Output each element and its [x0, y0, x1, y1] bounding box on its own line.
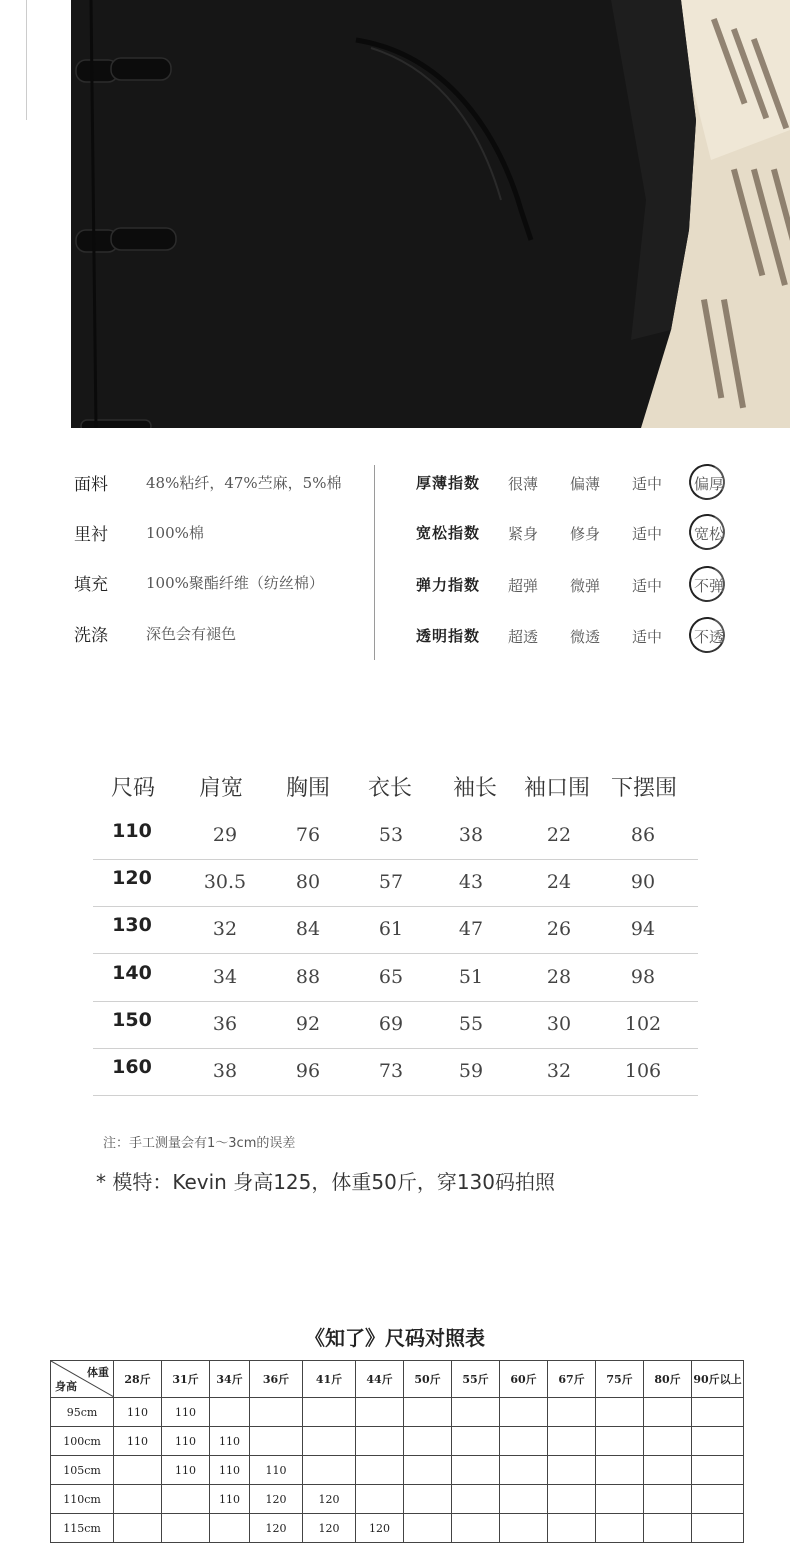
index-option: 紧身	[508, 525, 539, 543]
comparison-row	[51, 1398, 744, 1427]
size-cell	[356, 1398, 404, 1427]
size-cell: 120	[112, 867, 152, 889]
size-cell	[114, 1514, 162, 1543]
spec-value: 100%聚酯纤维（纺丝棉）	[146, 574, 324, 592]
size-cell: 102	[624, 1013, 662, 1035]
size-cell	[596, 1485, 644, 1514]
weight-header: 50斤	[404, 1361, 452, 1398]
size-cell: 150	[112, 1009, 152, 1031]
spec-label: 洗涤	[74, 626, 108, 646]
index-label: 弹力指数	[416, 576, 481, 594]
size-cell	[500, 1456, 548, 1485]
weight-header: 75斤	[596, 1361, 644, 1398]
size-cell	[500, 1514, 548, 1543]
index-label: 宽松指数	[416, 524, 481, 542]
size-header: 衣长	[367, 776, 413, 801]
size-cell: 43	[458, 871, 484, 893]
size-cell	[548, 1514, 596, 1543]
size-cell	[692, 1398, 744, 1427]
index-option: 微透	[570, 628, 601, 646]
size-cell: 106	[624, 1060, 662, 1082]
index-option: 超弹	[508, 577, 539, 595]
size-cell: 22	[546, 824, 572, 846]
size-header: 下摆围	[610, 776, 678, 801]
size-cell: 38	[458, 824, 484, 846]
size-cell	[404, 1456, 452, 1485]
size-cell	[548, 1398, 596, 1427]
comparison-corner-cell	[51, 1361, 114, 1398]
comparison-header-row	[51, 1361, 744, 1398]
size-cell	[452, 1456, 500, 1485]
size-cell: 80	[295, 871, 321, 893]
size-cell: 30.5	[203, 871, 247, 893]
size-cell	[404, 1398, 452, 1427]
product-photo	[71, 0, 790, 428]
size-cell: 130	[112, 914, 152, 936]
size-cell: 26	[546, 918, 572, 940]
size-row	[93, 953, 698, 1002]
size-cell: 84	[295, 918, 321, 940]
index-option: 适中	[632, 475, 663, 493]
size-cell: 47	[458, 918, 484, 940]
height-cell: 95cm	[51, 1398, 114, 1427]
comparison-row	[51, 1456, 744, 1485]
size-cell	[692, 1514, 744, 1543]
size-cell: 53	[378, 824, 404, 846]
size-cell: 59	[458, 1060, 484, 1082]
weight-header: 90斤以上	[692, 1361, 744, 1398]
weight-header: 36斤	[250, 1361, 303, 1398]
index-option: 偏薄	[570, 475, 601, 493]
index-option: 超透	[508, 628, 539, 646]
size-row	[93, 858, 698, 907]
index-option-selected: 不弹	[694, 577, 725, 595]
size-header: 肩宽	[198, 776, 244, 801]
index-option: 适中	[632, 628, 663, 646]
size-cell	[452, 1485, 500, 1514]
size-cell: 29	[212, 824, 238, 846]
comparison-row	[51, 1514, 744, 1543]
comparison-row	[51, 1485, 744, 1514]
size-cell: 96	[295, 1060, 321, 1082]
index-option: 适中	[632, 577, 663, 595]
product-photo-illustration	[71, 0, 790, 428]
size-cell: 110	[162, 1427, 210, 1456]
size-cell: 120	[250, 1514, 303, 1543]
size-cell: 76	[295, 824, 321, 846]
size-cell: 34	[212, 966, 238, 988]
spec-label: 面料	[74, 475, 108, 495]
size-cell	[114, 1456, 162, 1485]
size-cell: 32	[546, 1060, 572, 1082]
corner-height-label: 身高	[55, 1380, 77, 1393]
size-cell	[404, 1485, 452, 1514]
height-cell: 105cm	[51, 1456, 114, 1485]
spec-value: 48%粘纤，47%苎麻，5%棉	[146, 474, 342, 492]
size-cell: 24	[546, 871, 572, 893]
size-cell: 55	[458, 1013, 484, 1035]
weight-header: 55斤	[452, 1361, 500, 1398]
index-option-selected: 偏厚	[694, 475, 725, 493]
height-cell: 115cm	[51, 1514, 114, 1543]
size-cell: 110	[162, 1456, 210, 1485]
size-cell: 110	[210, 1427, 250, 1456]
comparison-table	[50, 1360, 744, 1543]
size-cell	[644, 1514, 692, 1543]
size-cell: 110	[210, 1485, 250, 1514]
size-cell	[596, 1456, 644, 1485]
size-cell: 65	[378, 966, 404, 988]
weight-header: 60斤	[500, 1361, 548, 1398]
index-label: 透明指数	[416, 627, 481, 645]
size-cell: 110	[210, 1456, 250, 1485]
size-cell: 32	[212, 918, 238, 940]
size-cell: 28	[546, 966, 572, 988]
size-cell	[548, 1456, 596, 1485]
size-cell	[500, 1398, 548, 1427]
size-row	[93, 811, 698, 860]
size-cell: 120	[303, 1485, 356, 1514]
size-cell	[250, 1398, 303, 1427]
size-cell: 61	[378, 918, 404, 940]
size-cell: 57	[378, 871, 404, 893]
spec-divider	[374, 465, 375, 660]
size-cell	[210, 1398, 250, 1427]
index-row-elasticity	[416, 570, 746, 600]
size-cell: 160	[112, 1056, 152, 1078]
spec-label: 填充	[74, 575, 108, 595]
corner-weight-label: 体重	[87, 1366, 109, 1379]
size-cell	[162, 1514, 210, 1543]
size-cell: 140	[112, 962, 152, 984]
height-cell: 110cm	[51, 1485, 114, 1514]
size-cell: 94	[630, 918, 656, 940]
size-cell	[500, 1427, 548, 1456]
index-label: 厚薄指数	[416, 474, 481, 492]
size-cell	[500, 1485, 548, 1514]
size-cell	[404, 1514, 452, 1543]
size-cell: 38	[212, 1060, 238, 1082]
size-cell	[404, 1427, 452, 1456]
spec-label: 里衬	[74, 525, 108, 545]
weight-header: 28斤	[114, 1361, 162, 1398]
size-cell	[452, 1427, 500, 1456]
size-cell: 98	[630, 966, 656, 988]
model-info: * 模特：Kevin 身高125，体重50斤，穿130码拍照	[96, 1170, 556, 1194]
measurement-note: 注：手工测量会有1～3cm的误差	[103, 1136, 296, 1151]
size-row	[93, 1000, 698, 1049]
size-cell	[692, 1485, 744, 1514]
size-cell	[644, 1398, 692, 1427]
size-cell: 110	[114, 1398, 162, 1427]
comparison-title: 《知了》尺码对照表	[305, 1326, 485, 1350]
index-row-transparency	[416, 621, 746, 651]
size-cell: 120	[356, 1514, 404, 1543]
weight-header: 41斤	[303, 1361, 356, 1398]
size-cell: 36	[212, 1013, 238, 1035]
weight-header: 44斤	[356, 1361, 404, 1398]
size-cell	[210, 1514, 250, 1543]
size-cell	[644, 1485, 692, 1514]
spec-value: 100%棉	[146, 524, 204, 542]
size-header: 袖口围	[523, 776, 591, 801]
size-cell	[596, 1514, 644, 1543]
size-cell: 88	[295, 966, 321, 988]
comparison-row	[51, 1427, 744, 1456]
size-cell	[596, 1398, 644, 1427]
size-cell	[250, 1427, 303, 1456]
size-cell: 120	[303, 1514, 356, 1543]
size-cell	[303, 1427, 356, 1456]
index-option: 适中	[632, 525, 663, 543]
size-cell	[162, 1485, 210, 1514]
size-cell: 120	[250, 1485, 303, 1514]
height-cell: 100cm	[51, 1427, 114, 1456]
index-option: 修身	[570, 525, 601, 543]
size-header: 尺码	[110, 776, 156, 801]
size-header: 胸围	[285, 776, 331, 801]
index-option-selected: 宽松	[694, 525, 725, 543]
size-cell: 90	[630, 871, 656, 893]
size-cell	[114, 1485, 162, 1514]
size-cell: 30	[546, 1013, 572, 1035]
spec-value: 深色会有褪色	[146, 625, 237, 643]
size-cell	[644, 1427, 692, 1456]
size-cell	[548, 1485, 596, 1514]
size-cell: 110	[112, 820, 152, 842]
size-cell	[356, 1427, 404, 1456]
index-row-fit	[416, 518, 746, 548]
size-row	[93, 905, 698, 954]
size-cell	[452, 1514, 500, 1543]
size-cell	[644, 1456, 692, 1485]
index-option-selected: 不透	[694, 628, 725, 646]
size-cell	[303, 1456, 356, 1485]
weight-header: 67斤	[548, 1361, 596, 1398]
size-cell	[692, 1427, 744, 1456]
size-header: 袖长	[452, 776, 498, 801]
size-cell	[692, 1456, 744, 1485]
size-cell: 69	[378, 1013, 404, 1035]
size-cell: 51	[458, 966, 484, 988]
size-cell: 110	[250, 1456, 303, 1485]
index-option: 微弹	[570, 577, 601, 595]
size-cell	[452, 1398, 500, 1427]
size-cell: 110	[162, 1398, 210, 1427]
size-cell: 110	[114, 1427, 162, 1456]
left-edge-line	[26, 0, 27, 120]
index-row-thickness	[416, 468, 746, 498]
weight-header: 80斤	[644, 1361, 692, 1398]
size-cell	[548, 1427, 596, 1456]
size-cell: 73	[378, 1060, 404, 1082]
size-cell	[596, 1427, 644, 1456]
size-cell	[356, 1485, 404, 1514]
weight-header: 31斤	[162, 1361, 210, 1398]
size-cell: 86	[630, 824, 656, 846]
size-cell: 92	[295, 1013, 321, 1035]
size-row	[93, 1047, 698, 1096]
weight-header: 34斤	[210, 1361, 250, 1398]
size-cell	[303, 1398, 356, 1427]
index-option: 很薄	[508, 475, 539, 493]
size-cell	[356, 1456, 404, 1485]
